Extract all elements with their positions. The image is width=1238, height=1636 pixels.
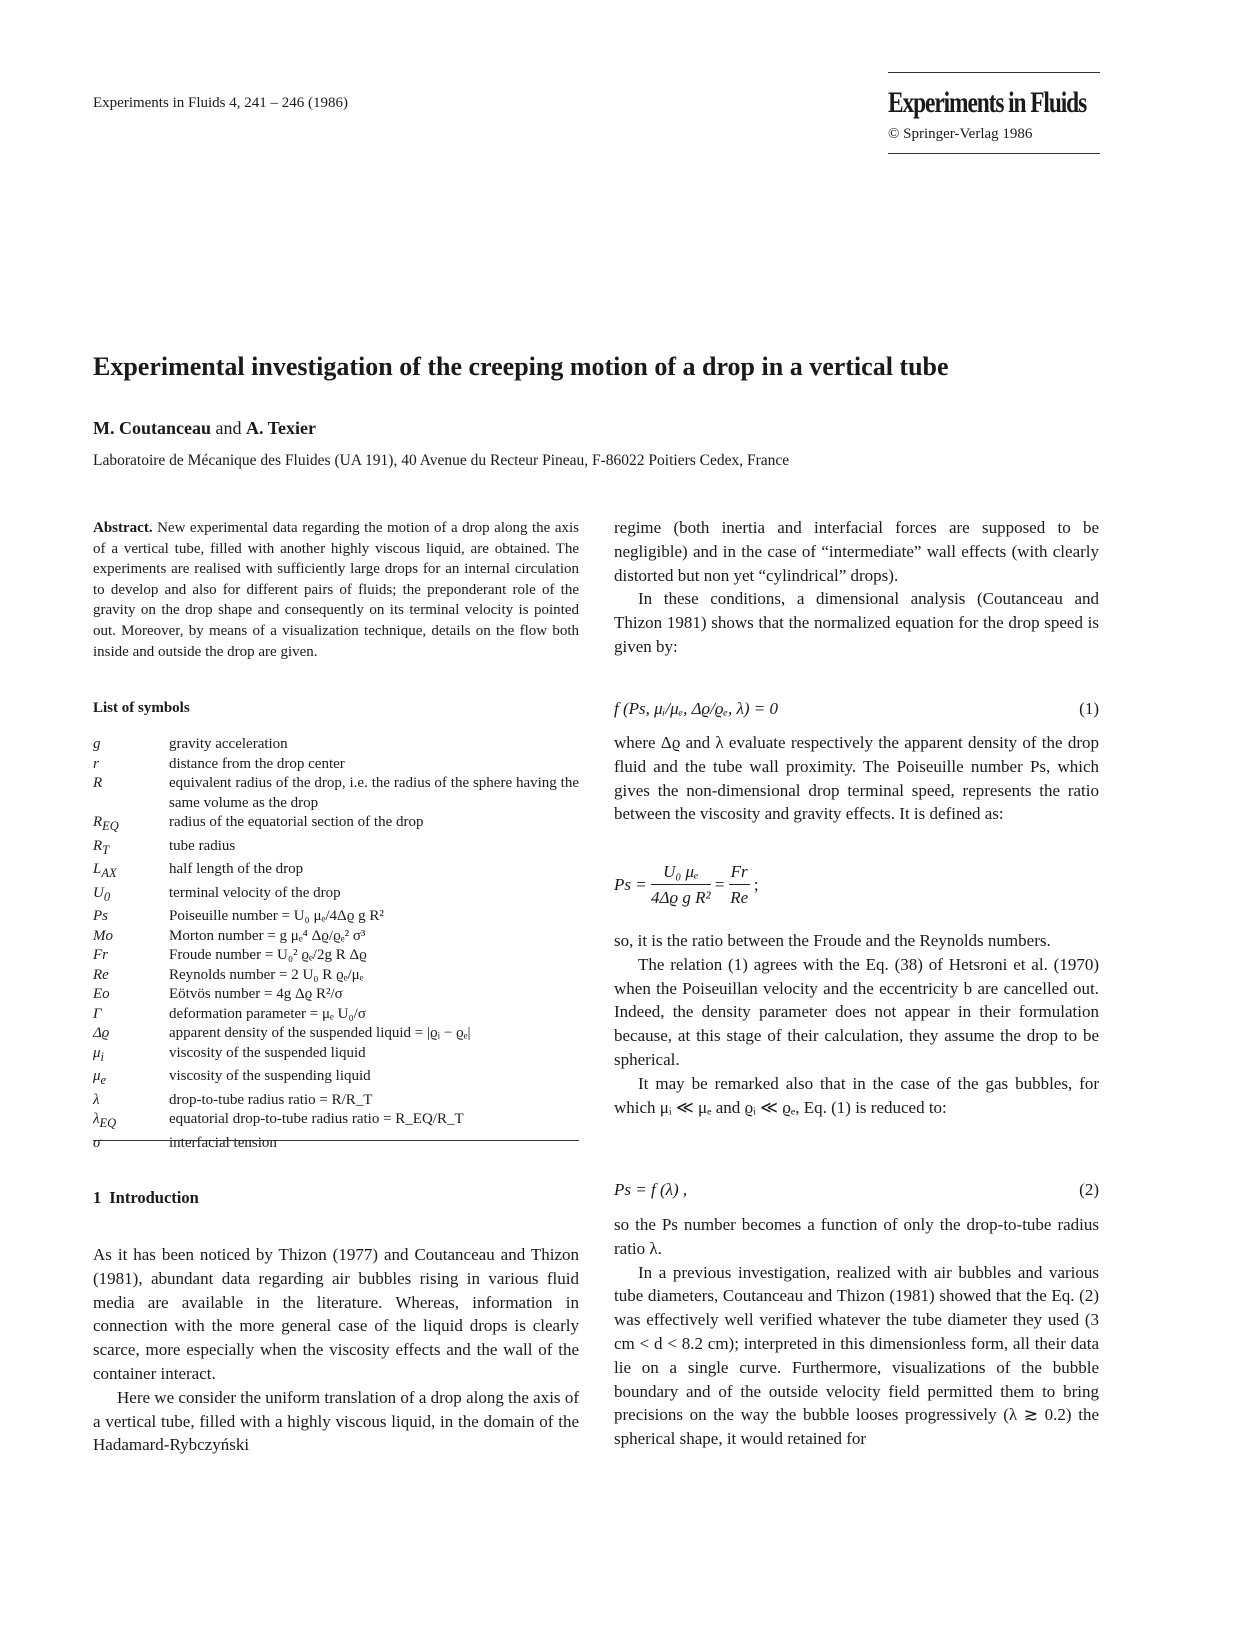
symbol: σ [93,1134,101,1151]
paragraph: Here we consider the uniform translation of a drop along the axis of a vertical tube, filled with a highly viscous liquid, in the domain of the Hadamard-Rybczyński [93,1387,579,1455]
right-column-text [614,1213,1099,1451]
journal-reference: Experiments in Fluids 4, 241 – 246 (1986) [93,95,348,111]
symbol: Ps [93,908,108,924]
equation-body: Ps = f (λ) , [614,1180,688,1199]
equation-lhs: Ps = [614,875,647,894]
symbol: Δϱ [93,1025,110,1041]
symbol-definition: apparent density of the suspended liquid = |ϱᵢ − ϱₑ| [169,1025,471,1041]
symbol-definition: distance from the drop center [169,755,345,772]
symbol-definition: half length of the drop [169,861,304,877]
equation-end: ; [753,875,759,894]
author-name: M. Coutanceau [93,418,211,438]
author-line [93,418,316,439]
paragraph: In a previous investigation, realized with air bubbles and various tube diameters, Coutanceau and Thizon (1981) showed that the Eq. (2) was effectively well verified whatever the tube diameter they used (3 cm < d < 8.2 cm); interpreted in this dimensionless form, all their data lie on a single curve. Furthermore, visualizations of the bubble boundary and of the outside velocity field permitted them to bring precisions on the way the bubble looses progressively (λ ≳ 0.2) the spherical shape, it would retained for [614,1262,1099,1449]
paragraph: It may be remarked also that in the case of the gas bubbles, for which μᵢ ≪ μₑ and ϱᵢ ≪ ϱₑ, Eq. (1) is reduced to: [614,1073,1099,1117]
symbol-row [93,1044,579,1068]
paragraph: The relation (1) agrees with the Eq. (38) of Hetsroni et al. (1970) when the Poiseuillan velocity and the eccentricity b are cancelled out. Indeed, the density parameter does not appear in their formulation because, at this stage of their calculation, they assume the drop to be spherical. [614,954,1099,1069]
right-column-text [614,731,1099,826]
journal-brand-block [888,72,1100,154]
symbol-row [93,907,579,927]
equation-body: f (Ps, μᵢ/μₑ, Δϱ/ϱₑ, λ) = 0 [614,699,778,718]
abstract-text: New experimental data regarding the motion of a drop along the axis of a vertical tube, filled with another highly viscous liquid, are obtained. The experiments are realised with sufficiently large drops for an internal circulation to develop and also for different pairs of fluids; the preponderant role of the gravity on the drop shape and consequently on its terminal velocity is pointed out. Moreover, by means of a visualization technique, details on the flow both inside and outside the drop are given. [93,520,579,660]
symbol-row [93,1067,579,1091]
poiseuille-equation [614,862,1099,918]
symbol: $R_{EQ}$ [93,814,119,833]
symbol-row [93,1134,579,1154]
symbol-row [93,966,579,986]
symbol: $L_{AX}$ [93,861,117,880]
article-title: Experimental investigation of the creeping motion of a drop in a vertical tube [93,352,949,381]
symbol-row [93,774,579,813]
symbol-row [93,884,579,908]
symbol: g [93,736,101,752]
symbol-row [93,1110,579,1134]
symbol-definition: Froude number = U₀² ϱₑ/2g R Δϱ [169,947,367,963]
right-column-text [614,929,1099,1119]
symbol-row [93,860,579,884]
fraction [651,862,711,908]
symbol-row [93,1024,579,1044]
brand-bottom-rule [888,153,1100,154]
paragraph: so the Ps number becomes a function of only the drop-to-tube radius ratio λ. [614,1215,1099,1258]
section-title: Introduction [109,1188,199,1207]
section-heading [93,1188,579,1208]
symbol-row [93,946,579,966]
symbol-definition: viscosity of the suspended liquid [169,1044,366,1061]
symbol-definition: Morton number = g μₑ⁴ Δϱ/ϱₑ² σ³ [169,927,366,944]
brand-top-rule [888,72,1100,73]
symbol-row [93,927,579,947]
symbol: $R_T$ [93,837,110,857]
symbol: Fr [93,947,108,963]
equation-number: (2) [1079,1180,1099,1199]
symbol-row [93,837,579,861]
copyright-line: © Springer-Verlag 1986 [888,126,1033,142]
fraction-denominator: 4Δϱ g R² [650,888,711,907]
symbol-definition: Eötvös number = 4g Δϱ R²/σ [169,986,343,1002]
author-name: A. Texier [246,418,316,438]
symbol-row [93,755,579,775]
symbol: R [93,775,103,791]
equation-1 [614,699,1099,719]
fraction-numerator: Fr [729,862,750,885]
section-number: 1 [93,1188,102,1207]
symbol-definition: deformation parameter = μₑ U₀/σ [169,1005,366,1022]
fraction-denominator: Re [730,888,749,907]
author-conjunction: and [215,418,242,438]
symbol: $\lambda_{EQ}$ [93,1111,117,1130]
symbol-definition: equatorial drop-to-tube radius ratio = R_EQ/R_T [169,1111,464,1127]
introduction-text [93,1243,579,1457]
symbol-row [93,985,579,1005]
symbol: Eo [93,986,110,1002]
abstract-label: Abstract. [93,520,153,536]
symbol-definition: Reynolds number = 2 U₀ R ϱₑ/μₑ [169,966,364,983]
symbol-definition: tube radius [169,837,236,854]
equals-sign: = [714,875,725,894]
symbol-row [93,735,579,755]
equation-number: (1) [1079,699,1099,718]
fraction [729,862,750,908]
symbol: $U_0$ [93,884,111,904]
equation-2 [614,1180,1099,1200]
symbols-list [93,735,579,1153]
symbol-definition: terminal velocity of the drop [169,884,341,901]
journal-brand-name: Experiments in Fluids [888,86,1087,119]
symbol-row [93,1005,579,1025]
symbol-definition: viscosity of the suspending liquid [169,1068,371,1084]
symbol-definition: drop-to-tube radius ratio = R/R_T [169,1091,373,1108]
paragraph: As it has been noticed by Thizon (1977) and Coutanceau and Thizon (1981), abundant data regarding air bubbles rising in various fluid media are available in the literature. Whereas, information in connection with the more general case of the liquid drops is clearly scarce, more especially when the viscosity effects and the wall of the container interact. [93,1245,579,1383]
symbol-definition: Poiseuille number = U₀ μₑ/4Δϱ g R² [169,908,384,924]
symbol-definition: equivalent radius of the drop, i.e. the radius of the sphere having the same volume as the drop [169,775,579,811]
right-column-text [614,516,1099,659]
symbol-definition: gravity acceleration [169,736,288,752]
symbol: Γ [93,1005,102,1022]
symbol: Re [93,966,109,983]
paragraph: so, it is the ratio between the Froude and the Reynolds numbers. [614,931,1051,950]
symbol: $\mu_i$ [93,1044,105,1064]
symbol-definition: interfacial tension [169,1134,277,1151]
symbol: $\mu_e$ [93,1068,107,1087]
abstract [93,518,579,662]
symbols-heading: List of symbols [93,700,190,716]
symbol-row [93,813,579,837]
symbol-definition: radius of the equatorial section of the drop [169,814,424,830]
paragraph: where Δϱ and λ evaluate respectively the apparent density of the drop fluid and the tube wall proximity. The Poiseuille number Ps, which gives the non-dimensional drop terminal speed, represents the ratio between the viscosity and gravity effects. It is defined as: [614,733,1099,824]
symbol: r [93,755,99,772]
symbol: λ [93,1091,100,1108]
symbol-row [93,1091,579,1111]
symbol: Mo [93,927,113,944]
paragraph: regime (both inertia and interfacial forces are supposed to be negligible) and in the case of “intermediate” wall effects (with clearly distorted but non yet “cylindrical” drops). [614,518,1099,585]
affiliation: Laboratoire de Mécanique des Fluides (UA 191), 40 Avenue du Recteur Pineau, F-86022 Poitiers Cedex, France [93,452,790,469]
symbols-end-rule [93,1140,579,1141]
fraction-numerator: U₀ μₑ [651,862,711,885]
paragraph: In these conditions, a dimensional analysis (Coutanceau and Thizon 1981) shows that the normalized equation for the drop speed is given by: [614,589,1099,656]
